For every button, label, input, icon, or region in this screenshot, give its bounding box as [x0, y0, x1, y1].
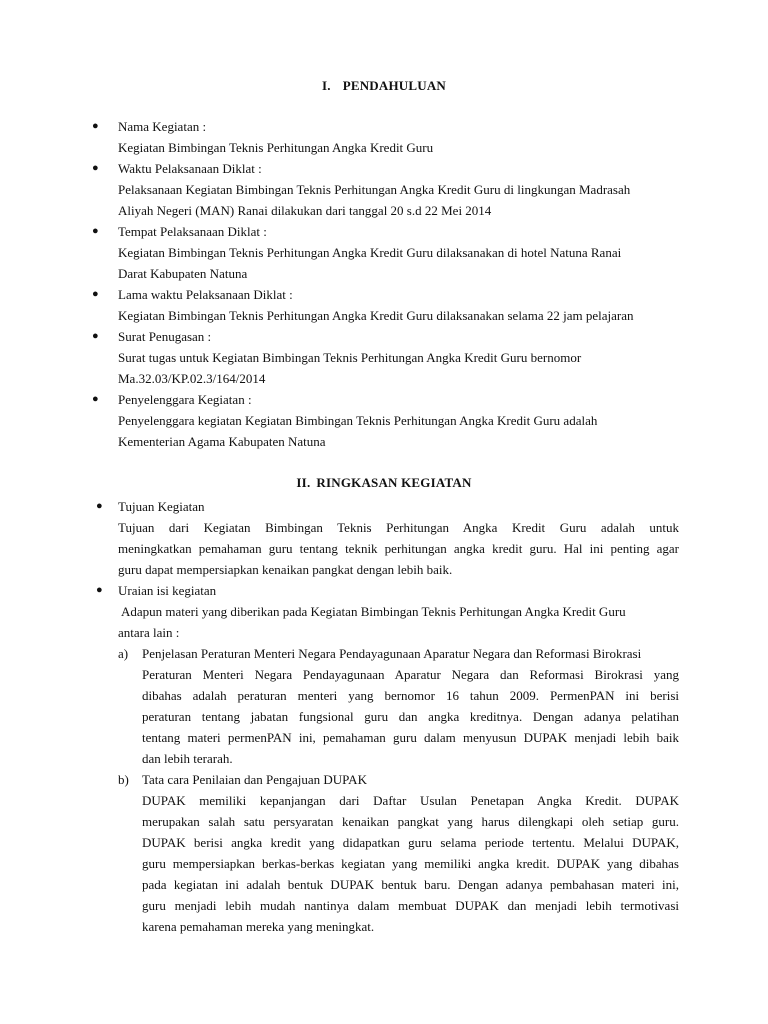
sub-a-text: dibahas adalah peraturan menteri yang bernomor 16 tahun 2009. PermenPAN ini berisi — [142, 688, 679, 703]
bullet-icon: ● — [92, 120, 99, 132]
bullet-icon: ● — [96, 500, 103, 512]
sub-b-text: guru mempersiapkan berkas-berkas kegiatan yang memiliki angka kredit. DUPAK yang dibahas — [142, 856, 679, 871]
section-1-number: I. — [321, 78, 331, 93]
uraian-text: antara lain : — [118, 625, 180, 640]
bullet-icon: ● — [92, 288, 99, 300]
tujuan-text: guru dapat mempersiapkan kenaikan pangkat dengan lebih baik. — [118, 562, 453, 577]
sub-b-text: karena pemahaman mereka yang meningkat. — [142, 919, 375, 934]
sub-b-marker: b) — [118, 772, 129, 787]
sub-b-text: DUPAK berisi angka kredit yang didapatkan guru selama periode tertentu. Melalui DUPAK, — [142, 835, 679, 850]
item-text: Kegiatan Bimbingan Teknis Perhitungan Angka Kredit Guru dilaksanakan selama 22 jam pelajaran — [118, 308, 634, 323]
bullet-icon: ● — [96, 584, 103, 596]
sub-b-text: DUPAK memiliki kepanjangan dari Daftar Usulan Penetapan Angka Kredit. DUPAK — [142, 793, 679, 808]
item-text: Surat tugas untuk Kegiatan Bimbingan Teknis Perhitungan Angka Kredit Guru bernomor — [118, 350, 582, 365]
item-label: Lama waktu Pelaksanaan Diklat : — [118, 287, 293, 302]
item-text: Pelaksanaan Kegiatan Bimbingan Teknis Perhitungan Angka Kredit Guru di lingkungan Madrasah — [118, 182, 631, 197]
item-label: Nama Kegiatan : — [118, 119, 207, 134]
section-1-heading — [0, 78, 768, 94]
sub-b-text: merupakan salah satu persyaratan kenaikan pangkat yang harus dilengkapi oleh setiap guru. — [142, 814, 679, 829]
bullet-icon: ● — [92, 162, 99, 174]
sub-a-marker: a) — [118, 646, 129, 661]
sub-a-text: Peraturan Menteri Negara Pendayagunaan Aparatur Negara dan Reformasi Birokrasi yang — [142, 667, 679, 682]
sub-a-text: tentang materi permenPAN ini, pemahaman guru dalam menyusun DUPAK menjadi lebih baik — [142, 730, 679, 745]
sub-a-text: dan lebih terarah. — [142, 751, 233, 766]
bullet-icon: ● — [92, 225, 99, 237]
bullet-icon: ● — [92, 393, 99, 405]
bullet-icon: ● — [92, 330, 99, 342]
sub-b-text: pada kegiatan ini adalah bentuk DUPAK bentuk baru. Dengan adanya pembahasan materi ini, — [142, 877, 679, 892]
tujuan-text: Tujuan dari Kegiatan Bimbingan Teknis Perhitungan Angka Kredit Guru adalah untuk — [118, 520, 679, 535]
uraian-label: Uraian isi kegiatan — [118, 583, 217, 598]
item-text: Kegiatan Bimbingan Teknis Perhitungan Angka Kredit Guru — [118, 140, 434, 155]
sub-a-text: peraturan tentang jabatan fungsional guru dan angka kreditnya. Dengan adanya pelatihan — [142, 709, 679, 724]
item-label: Waktu Pelaksanaan Diklat : — [118, 161, 262, 176]
uraian-text: Adapun materi yang diberikan pada Kegiatan Bimbingan Teknis Perhitungan Angka Kredit Guru — [121, 604, 626, 619]
sub-b-title: Tata cara Penilaian dan Pengajuan DUPAK — [142, 772, 367, 787]
item-label: Penyelenggara Kegiatan : — [118, 392, 252, 407]
sub-b-text: guru menjadi lebih mudah nantinya dalam membuat DUPAK dan menjadi lebih termotivasi — [142, 898, 679, 913]
item-text: Aliyah Negeri (MAN) Ranai dilakukan dari tanggal 20 s.d 22 Mei 2014 — [118, 203, 492, 218]
tujuan-label: Tujuan Kegiatan — [118, 499, 205, 514]
item-label: Surat Penugasan : — [118, 329, 212, 344]
tujuan-text: meningkatkan pemahaman guru tentang teknik perhitungan angka kredit guru. Hal ini penting agar — [118, 541, 679, 556]
item-text: Ma.32.03/KP.02.3/164/2014 — [118, 371, 266, 386]
section-2-number: II. — [296, 475, 311, 490]
item-text: Kegiatan Bimbingan Teknis Perhitungan Angka Kredit Guru dilaksanakan di hotel Natuna Ranai — [118, 245, 622, 260]
section-2-title: RINGKASAN KEGIATAN — [316, 475, 472, 490]
item-text: Kementerian Agama Kabupaten Natuna — [118, 434, 326, 449]
item-text: Darat Kabupaten Natuna — [118, 266, 248, 281]
item-label: Tempat Pelaksanaan Diklat : — [118, 224, 267, 239]
sub-a-title: Penjelasan Peraturan Menteri Negara Pendayagunaan Aparatur Negara dan Reformasi Birokrasi — [142, 646, 642, 661]
section-1-title: PENDAHULUAN — [342, 78, 447, 93]
item-text: Penyelenggara kegiatan Kegiatan Bimbingan Teknis Perhitungan Angka Kredit Guru adalah — [118, 413, 598, 428]
section-2-heading — [0, 475, 768, 491]
